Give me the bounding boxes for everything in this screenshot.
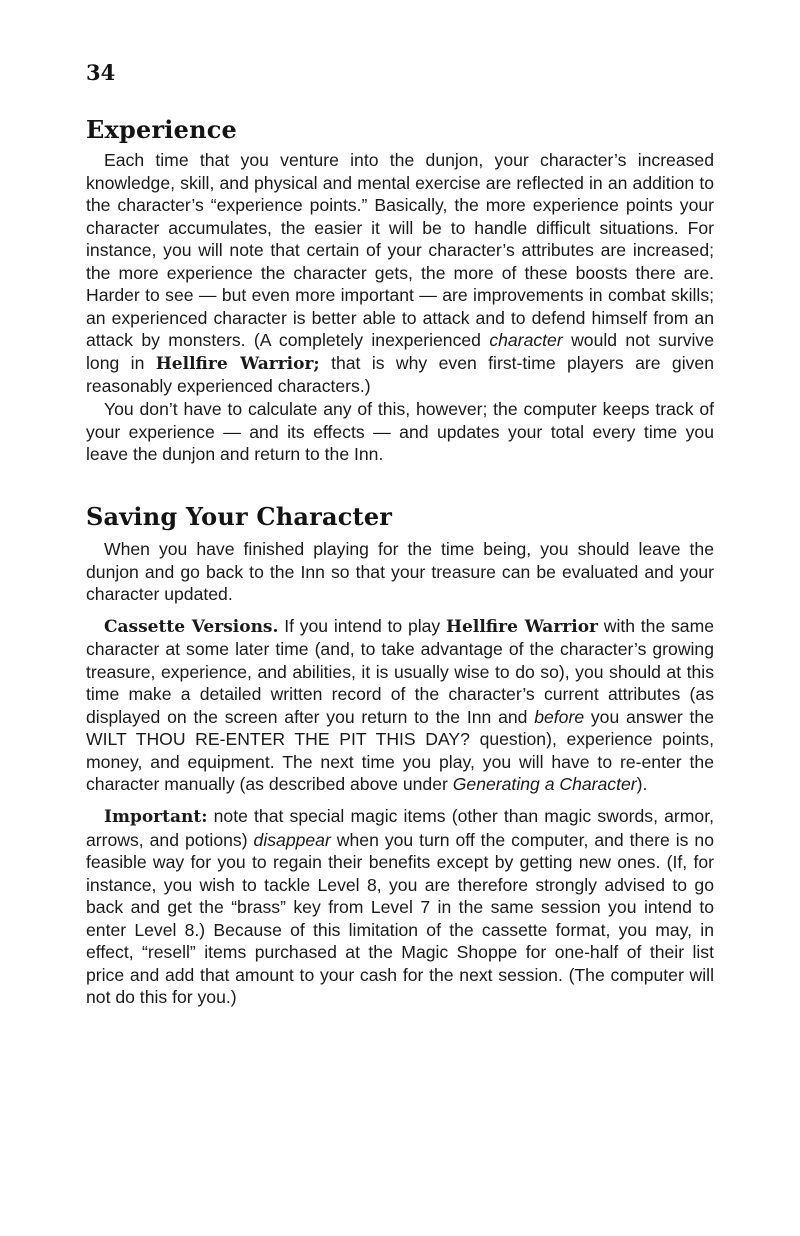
run-in-heading: Cassette Versions. xyxy=(104,616,279,637)
run-in-heading: Important: xyxy=(104,807,208,828)
italic-text: character xyxy=(489,330,563,351)
bold-title: Hellfire Warrior; xyxy=(155,353,320,374)
section-body-experience xyxy=(86,149,714,466)
paragraph: You don’t have to calculate any of this, however; the computer keeps track of your experience — and its effects — and updates your total every time you leave the dunjon and return to the Inn. xyxy=(86,399,714,465)
italic-text: before xyxy=(534,706,585,727)
paragraph-cassette: Cassette Versions. If you intend to play Hellfire Warrior with the same character at some later time (and, to take advantage of the character’s growing treasure, experience, and abilities, it is usually wise to do so), you should at this time make a detailed written record of the character’s current attributes (as displayed on the screen after you return to the Inn and before you answer the WILT THOU RE-ENTER THE PIT THIS DAY? question), experience points, money, and equipment. The next time you play, you will have to re-enter the character manually (as described above under Generating a Character). xyxy=(86,615,715,795)
paragraph-important: Important: note that special magic items (other than magic swords, armor, arrows, and potions) disappear when you turn off the computer, and there is no feasible way for you to regain their benefits except by getting new ones. (If, for instance, you wish to tackle Level 8, you are therefore strongly advised to go back and get the “brass” key from Level 7 in the same session you intend to enter Level 8.) Because of this limitation of the cassette format, you may, in effect, “resell” items purchased at the Magic Shoppe for one-half of their list price and add that amount to your cash for the next session. (The computer will not do this for you.) xyxy=(86,806,714,1008)
italic-text: disappear xyxy=(253,829,331,850)
page-number: 34 xyxy=(86,60,116,85)
section-heading-experience: Experience xyxy=(86,115,238,144)
paragraph: Each time that you venture into the dunjon, your character’s increased knowledge, skill, and physical and mental exercise are reflected in an addition to the character’s “experience points.” Basically, the more experience points your character accumulates, the easier it will be to handle difficult situations. For instance, you will note that certain of your character’s attributes are increased; the more experience the character gets, the more of these boosts there are. Harder to see — but even more important — are improvements in combat skills; an experienced character is better able to attack and to defend himself from an attack by monsters. (A completely inexperienced character would not survive long in Hellfire Warrior; that is why even first-time players are given reasonably experienced characters.) xyxy=(86,150,714,397)
section-body-saving xyxy=(86,538,714,1009)
paragraph: When you have finished playing for the time being, you should leave the dunjon and go back to the Inn so that your treasure can be evaluated and your character updated. xyxy=(86,539,714,605)
italic-text: Generating a Character xyxy=(452,774,637,795)
section-heading-saving: Saving Your Character xyxy=(86,502,393,531)
bold-title: Hellfire Warrior xyxy=(445,616,598,637)
